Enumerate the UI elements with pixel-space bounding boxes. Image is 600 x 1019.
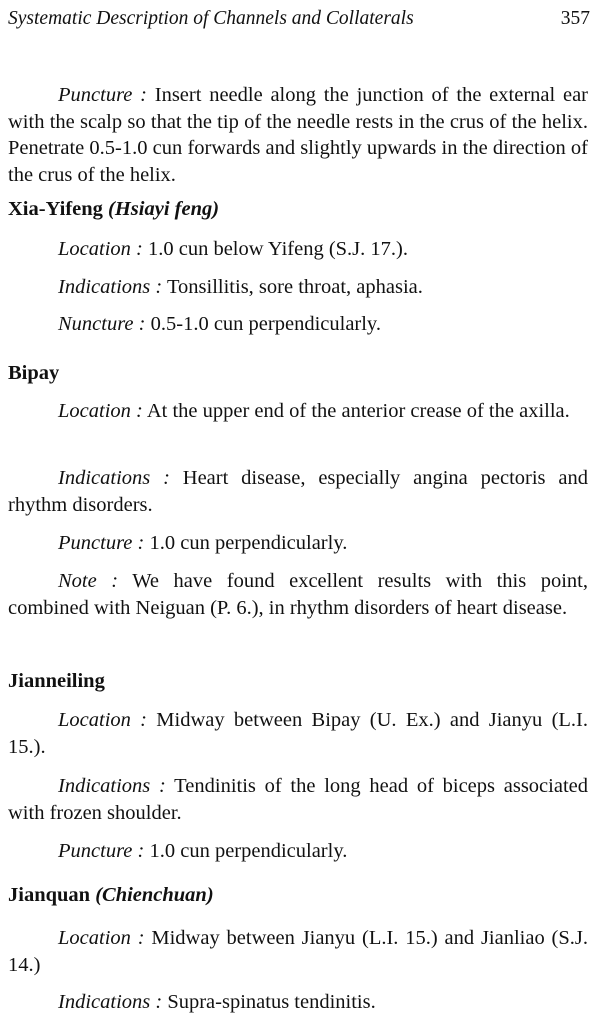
heading-alt-name: (Chienchuan)	[90, 884, 214, 906]
paragraph-text: 1.0 cun perpendicularly.	[144, 840, 348, 862]
paragraph	[8, 398, 588, 425]
paragraph-text: Heart disease, especially angina pectoris and rhythm disorders.	[8, 467, 588, 516]
paragraph-text: Tonsillitis, sore throat, aphasia.	[162, 276, 423, 298]
paragraph	[8, 465, 588, 518]
section-heading	[8, 362, 59, 385]
paragraph	[8, 236, 588, 263]
paragraph-label: Note :	[58, 570, 119, 592]
heading-alt-name: (Hsiayi feng)	[102, 198, 220, 220]
paragraph-text: 1.0 cun below Yifeng (S.J. 17.).	[142, 238, 408, 260]
paragraph	[8, 925, 588, 978]
paragraph	[8, 773, 588, 826]
paragraph-text: Midway between Jianyu (L.I. 15.) and Jianliao (S.J. 14.)	[8, 927, 588, 976]
paragraph-label: Location :	[58, 709, 148, 731]
paragraph	[8, 274, 588, 301]
running-header: Systematic Description of Channels and Collaterals	[8, 8, 414, 29]
paragraph-text: We have found excellent results with this point, combined with Neiguan (P. 6.), in rhythm disorders of heart disease.	[8, 570, 588, 619]
heading-name: Jianquan	[8, 884, 91, 906]
paragraph	[8, 82, 588, 188]
heading-name: Bipay	[8, 362, 60, 384]
paragraph-label: Indications :	[58, 467, 170, 489]
paragraph-text: 1.0 cun perpendicularly.	[144, 532, 348, 554]
paragraph-label: Puncture :	[58, 84, 147, 106]
paragraph-text: At the upper end of the anterior crease of the axilla.	[142, 400, 570, 422]
paragraph	[8, 707, 588, 760]
paragraph-label: Puncture :	[58, 532, 145, 554]
heading-name: Jianneiling	[8, 670, 105, 692]
paragraph-label: Nuncture :	[58, 313, 146, 335]
paragraph	[8, 838, 588, 865]
paragraph-text: 0.5-1.0 cun perpendicularly.	[145, 313, 381, 335]
paragraph-label: Location :	[58, 238, 143, 260]
paragraph-label: Location :	[58, 927, 145, 949]
paragraph-label: Indications :	[58, 775, 166, 797]
paragraph-text: Insert needle along the junction of the external ear with the scalp so that the tip of the needle rests in the crus of the helix. Penetrate 0.5-1.0 cun forwards and slightly upwards in the direction of the crus of the helix.	[8, 84, 588, 186]
paragraph	[8, 311, 588, 338]
paragraph-label: Location :	[58, 400, 143, 422]
paragraph-text: Tendinitis of the long head of biceps associated with frozen shoulder.	[8, 775, 588, 824]
paragraph-label: Indications :	[58, 991, 163, 1013]
paragraph	[8, 568, 588, 621]
paragraph-label: Indications :	[58, 276, 163, 298]
paragraph-text: Midway between Bipay (U. Ex.) and Jianyu (L.I. 15.).	[8, 709, 588, 758]
section-heading	[8, 670, 105, 693]
paragraph-label: Puncture :	[58, 840, 145, 862]
page-number: 357	[560, 8, 590, 29]
paragraph	[8, 530, 588, 557]
paragraph	[8, 989, 588, 1016]
heading-name: Xia-Yifeng	[8, 198, 103, 220]
section-heading	[8, 198, 219, 221]
section-heading	[8, 884, 214, 907]
paragraph-text: Supra-spinatus tendinitis.	[162, 991, 376, 1013]
